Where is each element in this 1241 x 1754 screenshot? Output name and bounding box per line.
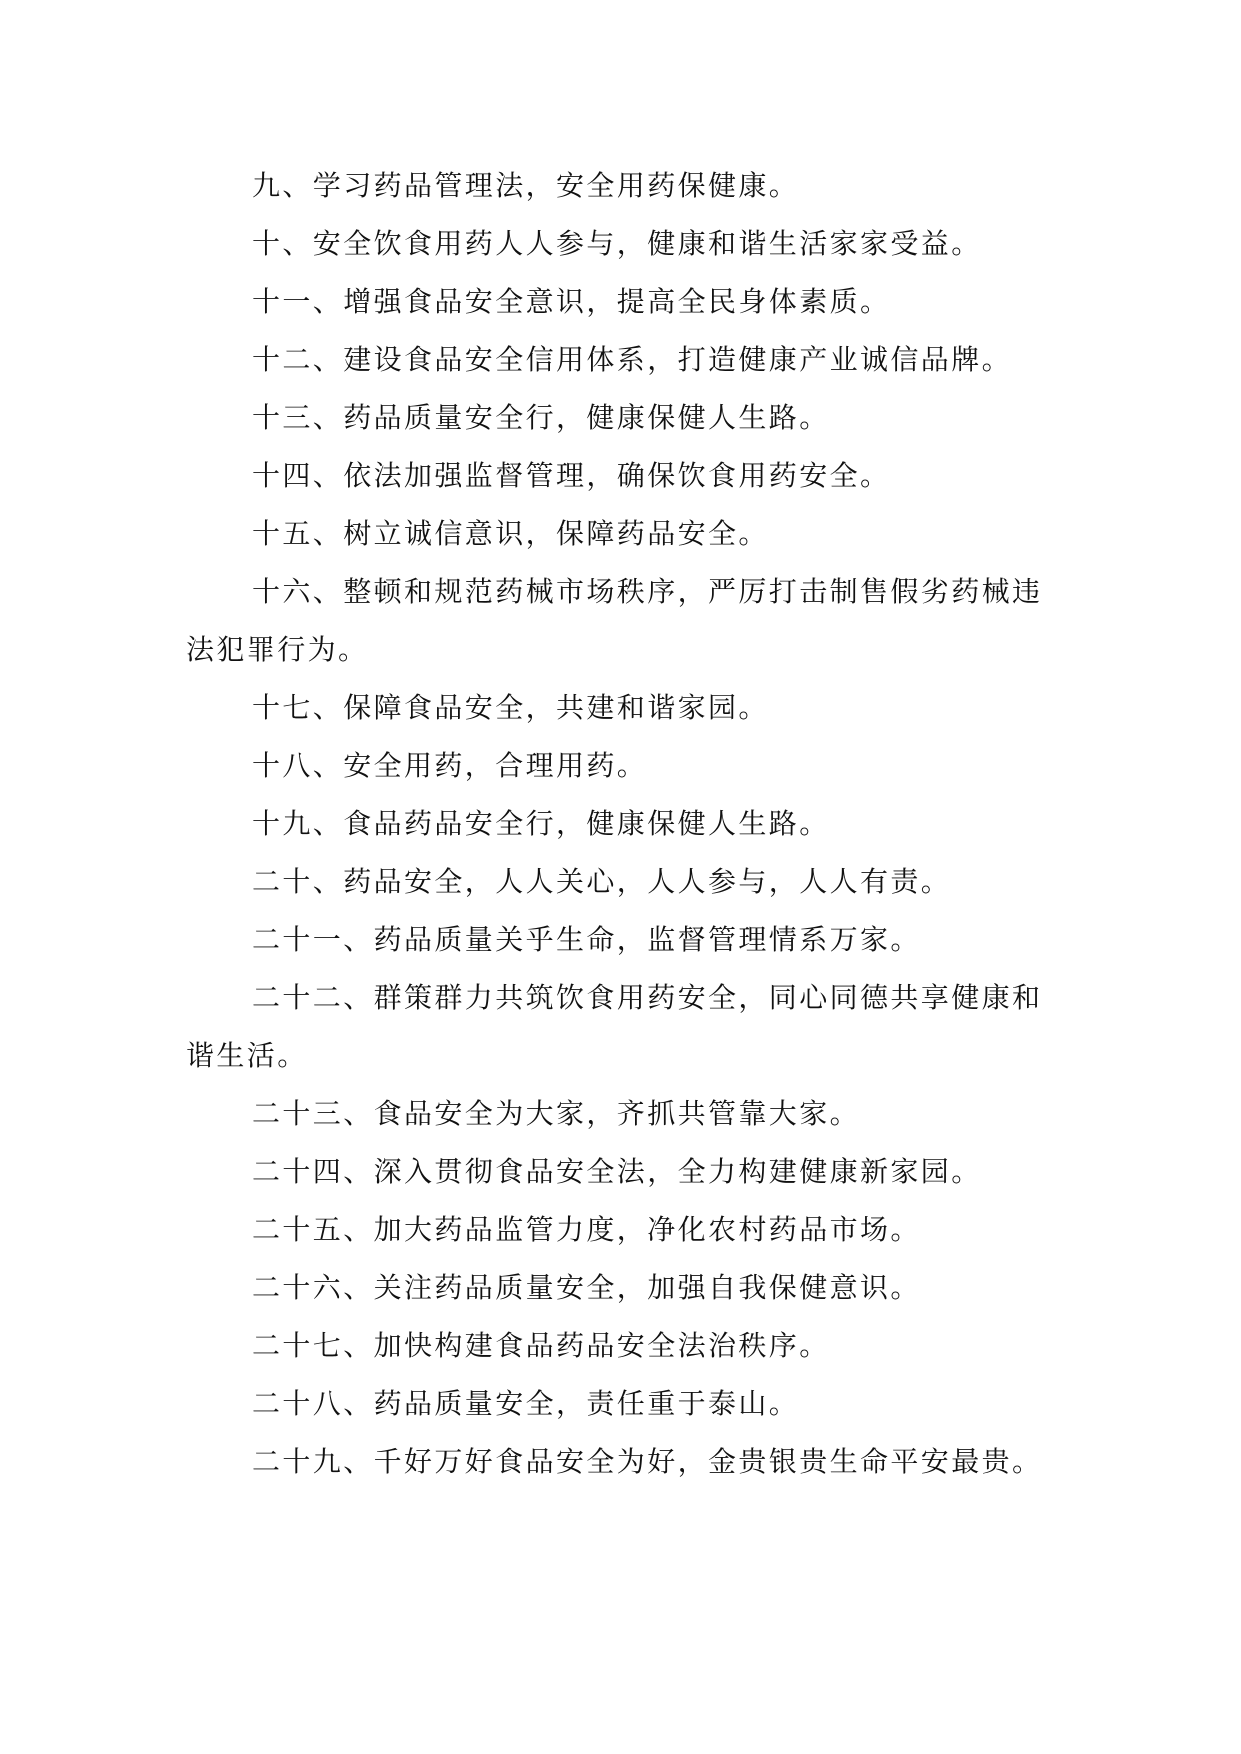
slogan-paragraph: 十二、建设食品安全信用体系，打造健康产业诚信品牌。 (252, 343, 1013, 376)
slogan-paragraph: 十三、药品质量安全行，健康保健人生路。 (252, 401, 830, 434)
slogan-paragraph: 二十三、食品安全为大家，齐抓共管靠大家。 (252, 1097, 861, 1130)
slogan-paragraph: 十一、增强食品安全意识，提高全民身体素质。 (252, 285, 891, 318)
slogan-paragraph: 九、学习药品管理法，安全用药保健康。 (252, 169, 800, 202)
slogan-paragraph: 二十六、关注药品质量安全，加强自我保健意识。 (252, 1271, 921, 1304)
slogan-paragraph: 十五、树立诚信意识，保障药品安全。 (252, 517, 769, 550)
slogan-list (186, 157, 1066, 1491)
slogan-paragraph: 十八、安全用药，合理用药。 (252, 749, 648, 782)
slogan-paragraph: 十、安全饮食用药人人参与，健康和谐生活家家受益。 (252, 227, 982, 260)
slogan-paragraph: 二十九、千好万好食品安全为好，金贵银贵生命平安最贵。 (252, 1445, 1043, 1478)
slogan-paragraph: 二十、药品安全，人人关心，人人参与，人人有责。 (252, 865, 952, 898)
slogan-paragraph: 二十二、群策群力共筑饮食用药安全，同心同德共享健康和谐生活。 (186, 981, 1043, 1072)
slogan-paragraph: 二十一、药品质量关乎生命，监督管理情系万家。 (252, 923, 921, 956)
slogan-paragraph: 十七、保障食品安全，共建和谐家园。 (252, 691, 769, 724)
slogan-paragraph: 二十五、加大药品监管力度，净化农村药品市场。 (252, 1213, 921, 1246)
slogan-paragraph: 十九、食品药品安全行，健康保健人生路。 (252, 807, 830, 840)
slogan-paragraph: 十六、整顿和规范药械市场秩序，严厉打击制售假劣药械违法犯罪行为。 (186, 575, 1043, 666)
slogan-paragraph: 二十四、深入贯彻食品安全法，全力构建健康新家园。 (252, 1155, 982, 1188)
slogan-paragraph: 二十七、加快构建食品药品安全法治秩序。 (252, 1329, 830, 1362)
slogan-paragraph: 二十八、药品质量安全，责任重于泰山。 (252, 1387, 800, 1420)
slogan-paragraph: 十四、依法加强监督管理，确保饮食用药安全。 (252, 459, 891, 492)
